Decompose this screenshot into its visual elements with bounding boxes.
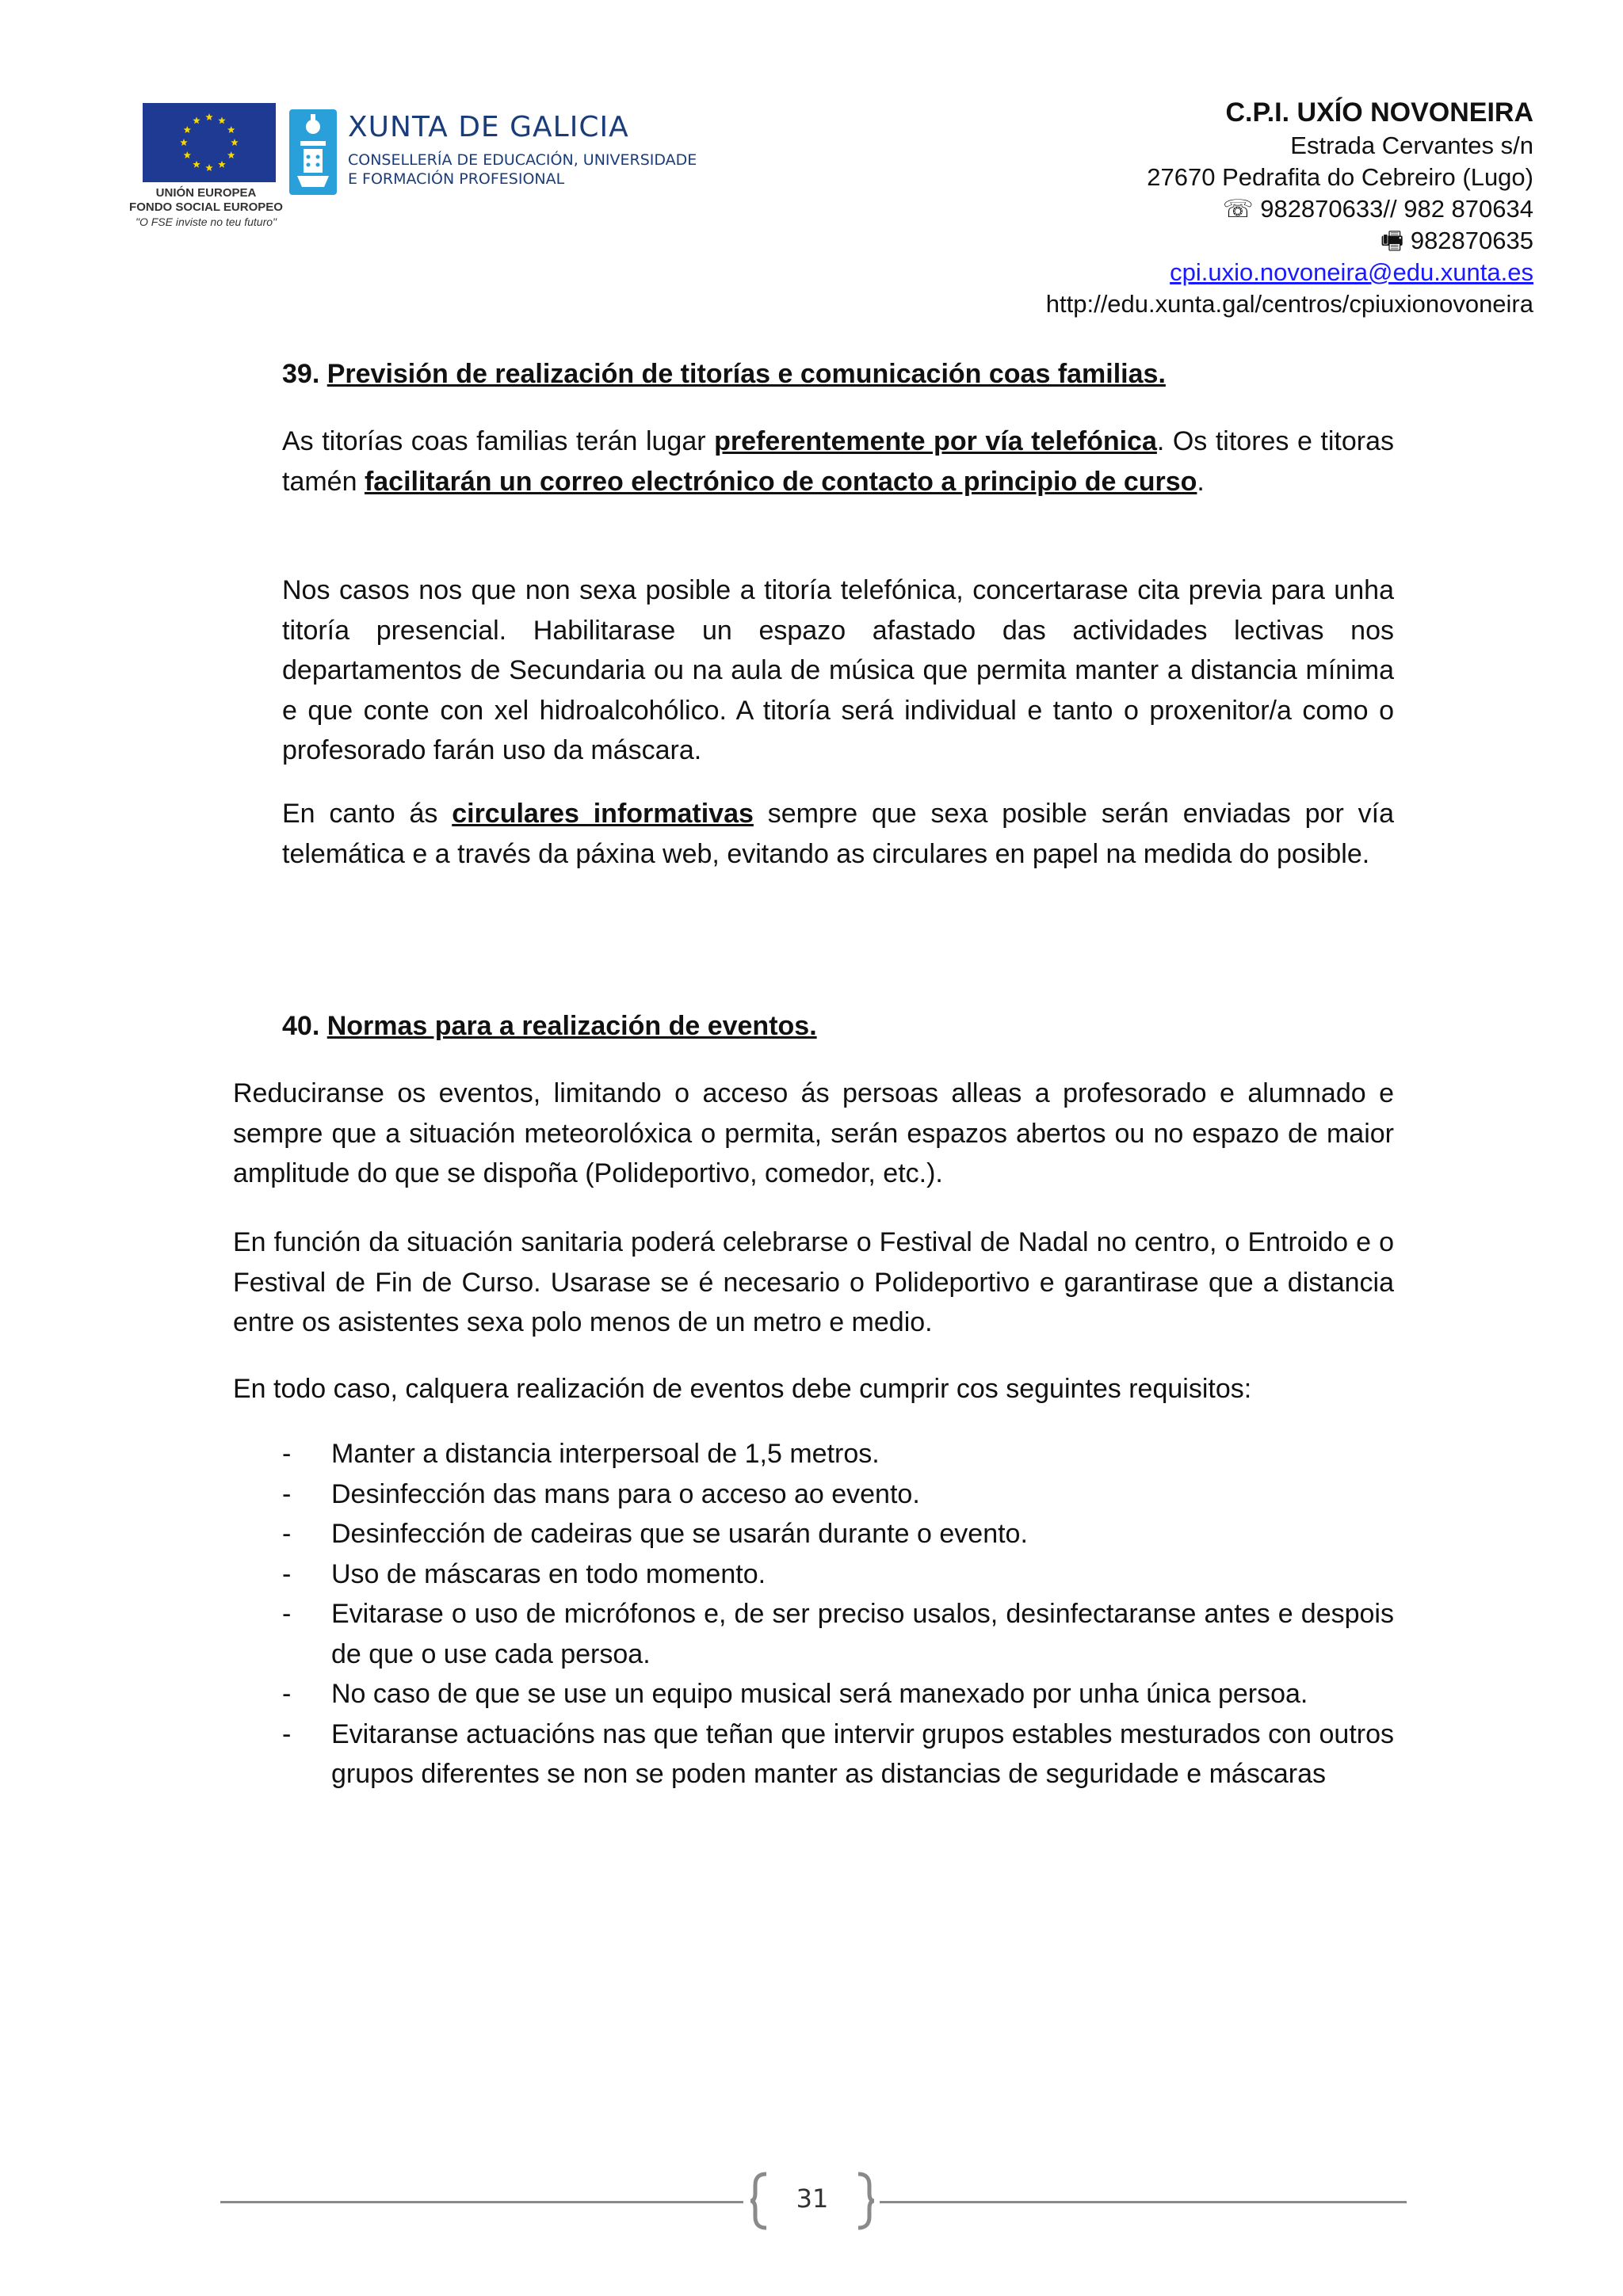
list-item-text: Manter a distancia interpersoal de 1,5 metros.	[331, 1439, 880, 1469]
school-fax: 🖷 982870635	[1380, 227, 1533, 254]
list-item-text: Desinfección de cadeiras que se usarán durante o evento.	[331, 1519, 1028, 1549]
page-number: 31	[796, 2183, 829, 2214]
xunta-name: XUNTA DE GALICIA	[348, 111, 629, 143]
section-39-paragraph-2: Nos casos nos que non sexa posible a titoría telefónica, concertarase cita previa para unha titoría presencial. Habilitarase un espazo afastado das actividades lectivas nos departamentos de Secundaria ou na aula de música que permita manter a distancia mínima e que conte con xel hidroalcohólico. A titoría será individual e tanto o proxenitor/a como o profesorado farán uso da máscara.	[282, 575, 1394, 765]
section-39-paragraph-3	[282, 794, 1394, 874]
xunta-emblem-icon	[289, 109, 337, 195]
text-run: sempre que sexa posible serán enviadas por vía telemática e a través da páxina web, evitando as circulares en papel na medida do posible.	[282, 799, 1394, 869]
list-item	[282, 1554, 1394, 1595]
bullet-dash: -	[282, 1558, 292, 1589]
list-item	[282, 1474, 1394, 1515]
section-39-title: Previsión de realización de titorías e comunicación coas familias.	[327, 359, 1166, 389]
page-number-box	[749, 2169, 876, 2233]
eu-flag-icon	[143, 103, 276, 182]
requirements-list	[282, 1434, 1394, 1794]
bullet-dash: -	[282, 1599, 292, 1629]
bullet-dash: -	[282, 1439, 292, 1469]
list-item	[282, 1434, 1394, 1474]
list-item-text: Uso de máscaras en todo momento.	[331, 1558, 766, 1589]
list-item-text: Evitaranse actuacións nas que teñan que intervir grupos estables mesturados con outros grupos diferentes se non se poden manter as distancias de seguridade e máscaras	[331, 1718, 1394, 1789]
xunta-dept-line1: CONSELLERÍA DE EDUCACIÓN, UNIVERSIDADE	[348, 151, 697, 169]
list-item	[282, 1594, 1394, 1674]
list-item	[282, 1674, 1394, 1714]
school-website[interactable]: http://edu.xunta.gal/centros/cpiuxionovoneira	[1045, 290, 1533, 318]
text-run: As titorías coas familias terán lugar	[282, 426, 715, 456]
list-item	[282, 1714, 1394, 1794]
section-39-heading	[282, 358, 1166, 390]
eu-logo-line1: UNIÓN EUROPEA	[155, 186, 257, 200]
footer-rule-right	[880, 2201, 1407, 2203]
text-run: . Os titores e titoras tamén	[282, 426, 1394, 497]
list-item-text: No caso de que se use un equipo musical será manexado por unha única persoa.	[331, 1679, 1308, 1709]
xunta-dept-line2: E FORMACIÓN PROFESIONAL	[348, 170, 565, 188]
xunta-logo	[289, 109, 697, 196]
section-40-paragraph-2: En función da situación sanitaria poderá celebrarse o Festival de Nadal no centro, o Entroido e o Festival de Fin de Curso. Usarase se é necesario o Polideportivo e garantirase que a distancia entre os asistentes sexa polo menos de un metro e medio.	[233, 1227, 1394, 1337]
list-item-text: Desinfección das mans para o acceso ao evento.	[331, 1478, 920, 1509]
school-city: 27670 Pedrafita do Cebreiro (Lugo)	[1147, 163, 1533, 191]
school-name: C.P.I. UXÍO NOVONEIRA	[1225, 97, 1533, 128]
list-item-text: Evitarase o uso de micrófonos e, de ser preciso usalos, desinfectaranse antes e despois de que o use cada persoa.	[331, 1599, 1394, 1669]
section-40-paragraph-1: Reduciranse os eventos, limitando o acceso ás persoas alleas a profesorado e alumnado e sempre que a situación meteorolóxica o permita, serán espazos abertos ou no espazo de maior amplitude do que se dispoña (Polideportivo, comedor, etc.).	[233, 1078, 1394, 1188]
emphasis-phone: preferentemente por vía telefónica	[714, 426, 1157, 456]
section-39-number: 39.	[282, 359, 320, 389]
section-40-heading	[282, 1010, 817, 1042]
section-40-title: Normas para a realización de eventos.	[327, 1011, 817, 1041]
text-run: .	[1197, 466, 1205, 497]
eu-logo-motto: "O FSE inviste no teu futuro"	[135, 215, 277, 228]
emphasis-email: facilitarán un correo electrónico de contacto a principio de curso	[364, 466, 1197, 497]
school-street: Estrada Cervantes s/n	[1290, 132, 1533, 159]
bullet-dash: -	[282, 1679, 292, 1709]
school-phone: ☏ 982870633// 982 870634	[1222, 195, 1533, 223]
eu-fse-logo	[127, 103, 285, 229]
emphasis-circulars: circulares informativas	[452, 799, 754, 829]
section-40-number: 40.	[282, 1011, 320, 1041]
text-run: En canto ás	[282, 799, 453, 829]
xunta-logo-text	[348, 109, 697, 196]
footer-rule-left	[220, 2201, 743, 2203]
section-40-paragraph-3: En todo caso, calquera realización de eventos debe cumprir cos seguintes requisitos:	[233, 1374, 1252, 1404]
bullet-dash: -	[282, 1519, 292, 1549]
bullet-dash: -	[282, 1718, 292, 1749]
bullet-dash: -	[282, 1478, 292, 1509]
school-email-link[interactable]: cpi.uxio.novoneira@edu.xunta.es	[1170, 258, 1533, 286]
school-address-block	[1046, 95, 1533, 320]
eu-logo-line2: FONDO SOCIAL EUROPEO	[129, 200, 283, 214]
section-39-paragraph-1	[282, 421, 1394, 502]
list-item	[282, 1514, 1394, 1554]
eu-logo-text	[127, 186, 285, 229]
